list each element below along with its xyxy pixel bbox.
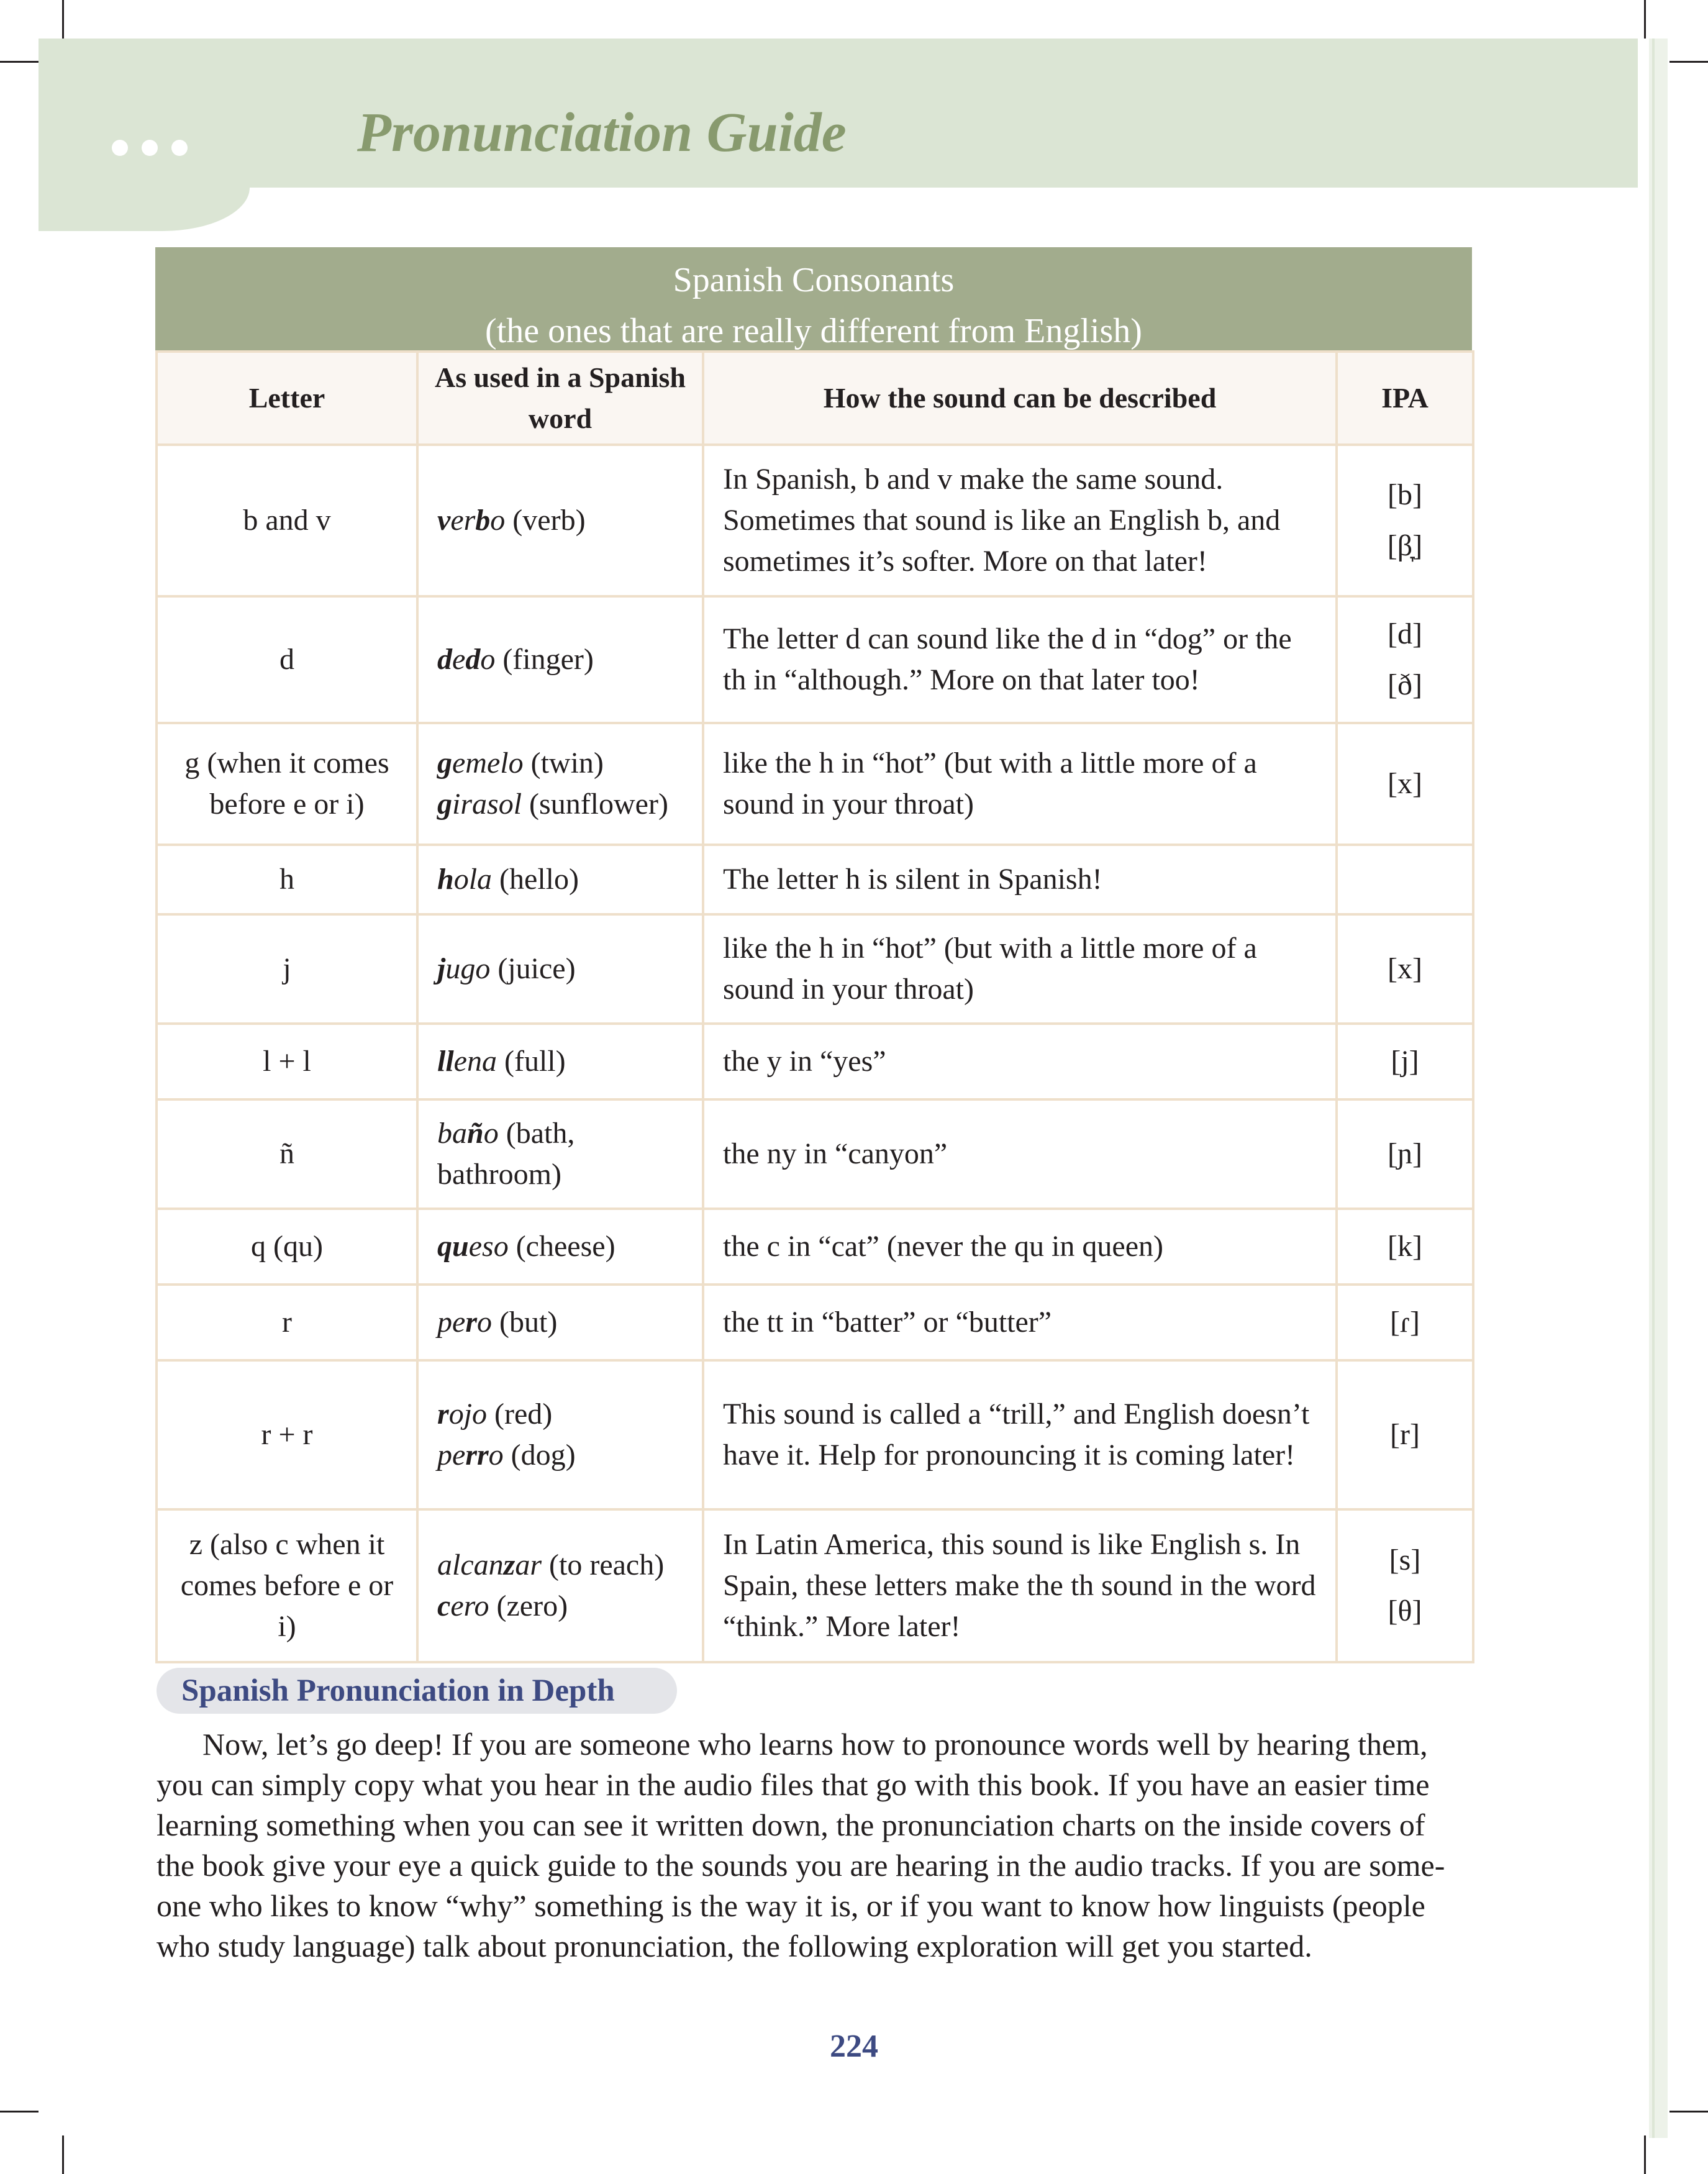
english-gloss: (zero) — [496, 1590, 568, 1622]
cell-description: the y in “yes” — [703, 1024, 1337, 1099]
english-gloss: (full) — [504, 1045, 566, 1078]
table-row — [157, 1285, 1473, 1360]
spanish-word: hola — [437, 863, 493, 896]
table-row — [157, 914, 1473, 1024]
example-word — [437, 639, 683, 680]
column-header-row — [157, 352, 1473, 445]
spanish-word: queso — [437, 1230, 509, 1263]
crop-mark — [1669, 61, 1708, 63]
ipa-symbol: [β̞] — [1387, 529, 1423, 562]
spanish-word: cero — [437, 1590, 489, 1622]
english-gloss: (verb) — [512, 504, 586, 537]
cell-letter: j — [157, 914, 417, 1024]
cell-letter: r — [157, 1285, 417, 1360]
paragraph-line: who study language) talk about pronunciation, the following exploration will get you started. — [157, 1929, 1312, 1963]
cell-description: In Latin America, this sound is like English s. In Spain, these letters make the th sound in the word “think.” More later! — [703, 1509, 1337, 1662]
cell-ipa — [1337, 1024, 1473, 1099]
cell-description: like the h in “hot” (but with a little more of a sound in your throat) — [703, 723, 1337, 845]
table-title-bar — [155, 247, 1472, 350]
english-gloss: (bath, bathroom) — [437, 1117, 575, 1191]
cell-ipa — [1337, 1509, 1473, 1662]
cell-example-words — [417, 914, 703, 1024]
ipa-symbol: [ɲ] — [1388, 1137, 1422, 1170]
spanish-word: alcanzar — [437, 1549, 542, 1581]
cell-description: In Spanish, b and v make the same sound. Sometimes that sound is like an English b, and sometimes it’s softer. More on that later! — [703, 445, 1337, 596]
cell-description: the tt in “batter” or “butter” — [703, 1285, 1337, 1360]
ipa-symbol: [b] — [1388, 478, 1422, 511]
example-word — [437, 1113, 683, 1195]
example-word — [437, 948, 683, 989]
cell-ipa — [1337, 723, 1473, 845]
cell-letter: d — [157, 596, 417, 723]
english-gloss: (juice) — [497, 952, 576, 985]
crop-mark — [1644, 2135, 1646, 2174]
spanish-word: gemelo — [437, 747, 524, 780]
cell-letter: l + l — [157, 1024, 417, 1099]
column-header: As used in a Spanish word — [417, 352, 703, 445]
example-word — [437, 1435, 683, 1476]
spanish-word: jugo — [437, 952, 491, 985]
dot — [171, 140, 188, 156]
example-word — [437, 859, 683, 900]
table-row — [157, 1099, 1473, 1209]
cell-ipa — [1337, 1285, 1473, 1360]
example-word — [437, 743, 683, 784]
ipa-symbol: [d] — [1388, 617, 1422, 650]
cell-letter: z (also c when it comes before e or i) — [157, 1509, 417, 1662]
cell-letter: h — [157, 845, 417, 914]
paragraph-line: the book give your eye a quick guide to the sounds you are hearing in the audio tracks. If you are some- — [157, 1848, 1445, 1883]
table-row — [157, 845, 1473, 914]
spanish-word: girasol — [437, 788, 522, 821]
cell-ipa — [1337, 914, 1473, 1024]
header-band-tab — [39, 188, 250, 231]
english-gloss: (cheese) — [516, 1230, 616, 1263]
cell-ipa — [1337, 596, 1473, 723]
paragraph-line: you can simply copy what you hear in the audio files that go with this book. If you have an easier time — [157, 1767, 1430, 1802]
header-dots-icon — [112, 140, 188, 156]
cell-letter: g (when it comes before e or i) — [157, 723, 417, 845]
cell-ipa — [1337, 845, 1473, 914]
table-body — [157, 445, 1473, 1662]
example-word — [437, 1586, 683, 1627]
cell-letter: b and v — [157, 445, 417, 596]
example-word — [437, 1545, 683, 1586]
cell-ipa — [1337, 1360, 1473, 1509]
example-word — [437, 1394, 683, 1435]
example-word — [437, 784, 683, 825]
consonants-grid — [155, 350, 1474, 1663]
spanish-word: dedo — [437, 643, 496, 676]
ipa-symbol: [ɾ] — [1390, 1306, 1420, 1339]
cell-description: like the h in “hot” (but with a little more of a sound in your throat) — [703, 914, 1337, 1024]
ipa-symbol: [θ] — [1388, 1594, 1422, 1627]
crop-mark — [1644, 0, 1646, 39]
cell-example-words — [417, 1099, 703, 1209]
cell-description: the ny in “canyon” — [703, 1099, 1337, 1209]
page-number: 224 — [830, 2029, 878, 2064]
english-gloss: (dog) — [511, 1439, 576, 1471]
spanish-word: pero — [437, 1306, 492, 1339]
cell-description: This sound is called a “trill,” and English doesn’t have it. Help for pronouncing it is coming later! — [703, 1360, 1337, 1509]
consonants-table — [155, 247, 1472, 1663]
column-header: Letter — [157, 352, 417, 445]
paragraph-line: Now, let’s go deep! If you are someone who learns how to pronounce words well by hearing them, — [202, 1727, 1428, 1762]
english-gloss: (sunflower) — [529, 788, 668, 821]
cell-example-words — [417, 445, 703, 596]
cell-description: The letter d can sound like the d in “dog” or the th in “although.” More on that later too! — [703, 596, 1337, 723]
crop-mark — [62, 0, 64, 39]
ipa-symbol: [s] — [1389, 1544, 1421, 1576]
table-subtitle: (the ones that are really different from English) — [485, 312, 1142, 350]
page-title: Pronunciation Guide — [357, 102, 847, 163]
cell-letter: q (qu) — [157, 1209, 417, 1285]
english-gloss: (red) — [494, 1398, 553, 1430]
cell-ipa — [1337, 1209, 1473, 1285]
cell-description: The letter h is silent in Spanish! — [703, 845, 1337, 914]
ipa-symbol: [ð] — [1388, 668, 1422, 701]
spanish-word: baño — [437, 1117, 499, 1150]
table-row — [157, 1024, 1473, 1099]
ipa-symbol: [r] — [1390, 1418, 1420, 1451]
ipa-symbol: [x] — [1388, 767, 1422, 800]
crop-mark — [1669, 2111, 1708, 2113]
example-word — [437, 1226, 683, 1267]
cell-letter: ñ — [157, 1099, 417, 1209]
cell-example-words — [417, 1024, 703, 1099]
table-row — [157, 445, 1473, 596]
ipa-symbol: [j] — [1391, 1045, 1419, 1078]
cell-example-words — [417, 845, 703, 914]
dot — [142, 140, 158, 156]
cell-example-words — [417, 1360, 703, 1509]
cell-letter: r + r — [157, 1360, 417, 1509]
cell-example-words — [417, 1209, 703, 1285]
spanish-word: perro — [437, 1439, 504, 1471]
crop-mark — [0, 2111, 39, 2113]
cell-example-words — [417, 1509, 703, 1662]
table-title: Spanish Consonants — [673, 261, 955, 299]
section-heading: Spanish Pronunciation in Depth — [157, 1668, 677, 1714]
spanish-word: rojo — [437, 1398, 488, 1430]
paragraph-line: learning something when you can see it written down, the pronunciation charts on the inside covers of — [157, 1808, 1425, 1842]
column-header: IPA — [1337, 352, 1473, 445]
table-row — [157, 723, 1473, 845]
section-paragraph — [157, 1724, 1445, 1967]
example-word — [437, 500, 683, 541]
table-row — [157, 1209, 1473, 1285]
table-row — [157, 1509, 1473, 1662]
english-gloss: (but) — [499, 1306, 558, 1339]
table-row — [157, 596, 1473, 723]
cell-ipa — [1337, 445, 1473, 596]
page-edge-line — [1652, 39, 1655, 2138]
example-word — [437, 1041, 683, 1082]
english-gloss: (to reach) — [549, 1549, 665, 1581]
cell-ipa — [1337, 1099, 1473, 1209]
cell-example-words — [417, 1285, 703, 1360]
english-gloss: (hello) — [499, 863, 579, 896]
ipa-symbol: [k] — [1388, 1230, 1422, 1263]
spanish-word: verbo — [437, 504, 506, 537]
cell-description: the c in “cat” (never the qu in queen) — [703, 1209, 1337, 1285]
dot — [112, 140, 128, 156]
cell-example-words — [417, 596, 703, 723]
ipa-symbol: [x] — [1388, 952, 1422, 985]
crop-mark — [0, 61, 39, 63]
column-header: How the sound can be described — [703, 352, 1337, 445]
example-word — [437, 1302, 683, 1343]
cell-example-words — [417, 723, 703, 845]
spanish-word: llena — [437, 1045, 497, 1078]
english-gloss: (twin) — [530, 747, 604, 780]
paragraph-line: one who likes to know “why” something is the way it is, or if you want to know how linguists (people — [157, 1888, 1425, 1923]
table-row — [157, 1360, 1473, 1509]
crop-mark — [62, 2135, 64, 2174]
english-gloss: (finger) — [502, 643, 594, 676]
